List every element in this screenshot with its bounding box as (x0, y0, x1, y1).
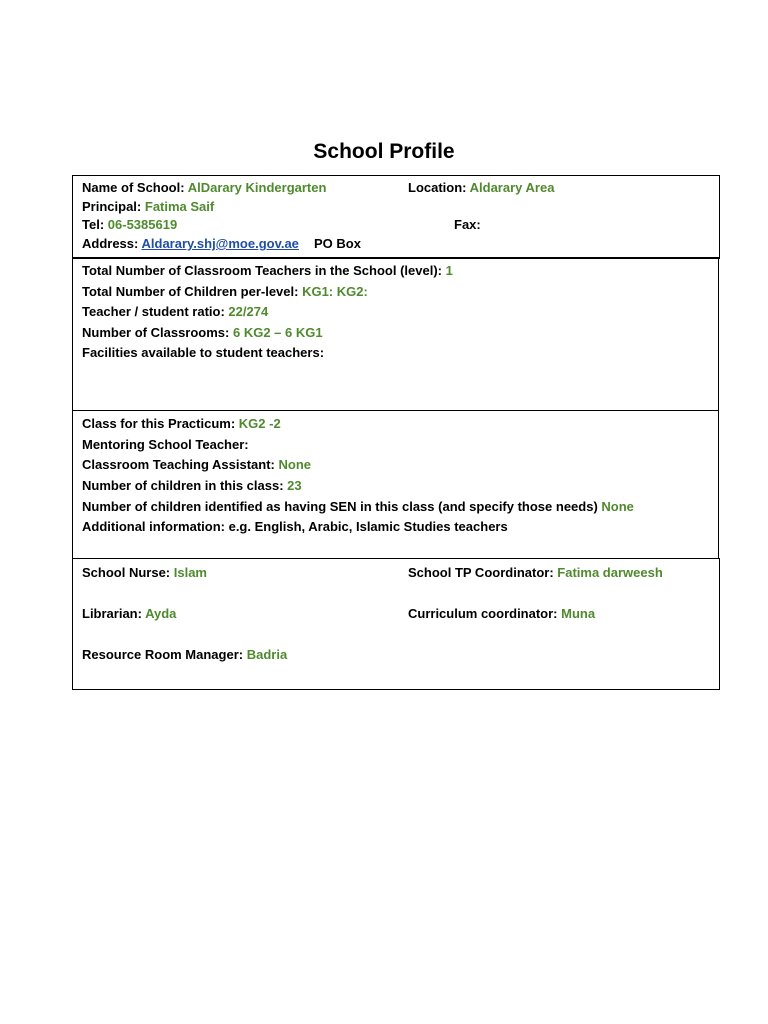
children-per-level-label: Total Number of Children per-level: (82, 284, 299, 299)
ratio-value: 22/274 (228, 304, 269, 319)
tel-label: Tel: (82, 217, 105, 232)
tp-coordinator-value: Fatima darweesh (557, 565, 663, 580)
class-label: Class for this Practicum: (82, 416, 236, 431)
teachers-value: 1 (445, 263, 453, 278)
assistant-value: None (278, 457, 312, 472)
curriculum-value: Muna (561, 606, 596, 621)
principal-label: Principal: (82, 199, 142, 214)
ratio-label: Teacher / student ratio: (82, 304, 225, 319)
address-label: Address: (82, 236, 139, 251)
additional-info-label: Additional information: e.g. English, Arabic, Islamic Studies teachers (82, 519, 508, 534)
ratio-row (82, 304, 268, 320)
librarian-row (82, 606, 176, 622)
po-box-label: PO Box (314, 236, 361, 251)
location-value: Aldarary Area (469, 180, 555, 195)
facilities-label: Facilities available to student teachers: (82, 345, 325, 360)
resource-room-row (82, 647, 287, 663)
principal-row (82, 199, 214, 215)
principal-value: Fatima Saif (144, 199, 215, 214)
teachers-label: Total Number of Classroom Teachers in the School (level): (82, 263, 442, 278)
nurse-row (82, 565, 207, 581)
location-label: Location: (408, 180, 467, 195)
location-row (408, 180, 554, 196)
teachers-row (82, 263, 453, 279)
class-children-label: Number of children in this class: (82, 478, 284, 493)
school-name-label: Name of School: (82, 180, 185, 195)
sen-row (82, 499, 634, 515)
sen-value: None (601, 499, 634, 514)
class-value: KG2 -2 (238, 416, 281, 431)
tel-row (82, 217, 177, 233)
nurse-value: Islam (173, 565, 207, 580)
resource-room-label: Resource Room Manager: (82, 647, 244, 662)
tp-coordinator-label: School TP Coordinator: (408, 565, 554, 580)
page-title: School Profile (313, 140, 455, 163)
resource-room-value: Badria (246, 647, 288, 662)
sen-label: Number of children identified as having SEN in this class (and specify those needs) (82, 499, 598, 514)
children-per-level-row (82, 284, 368, 300)
class-children-value: 23 (287, 478, 302, 493)
curriculum-label: Curriculum coordinator: (408, 606, 558, 621)
librarian-value: Ayda (145, 606, 177, 621)
school-name-row (82, 180, 326, 196)
school-name-value: AlDarary Kindergarten (187, 180, 327, 195)
mentor-label: Mentoring School Teacher: (82, 437, 249, 452)
librarian-label: Librarian: (82, 606, 142, 621)
class-row (82, 416, 281, 432)
classrooms-value: 6 KG2 – 6 KG1 (233, 325, 323, 340)
classrooms-label: Number of Classrooms: (82, 325, 230, 340)
assistant-row (82, 457, 311, 473)
address-email-link[interactable]: Aldarary.shj@moe.gov.ae (141, 236, 299, 251)
assistant-label: Classroom Teaching Assistant: (82, 457, 275, 472)
children-per-level-value: KG1: KG2: (302, 284, 368, 299)
classrooms-row (82, 325, 323, 341)
address-row (82, 236, 299, 252)
fax-label: Fax: (454, 217, 481, 232)
tp-coordinator-row (408, 565, 663, 581)
curriculum-row (408, 606, 595, 622)
nurse-label: School Nurse: (82, 565, 171, 580)
tel-value: 06-5385619 (107, 217, 178, 232)
class-children-row (82, 478, 302, 494)
